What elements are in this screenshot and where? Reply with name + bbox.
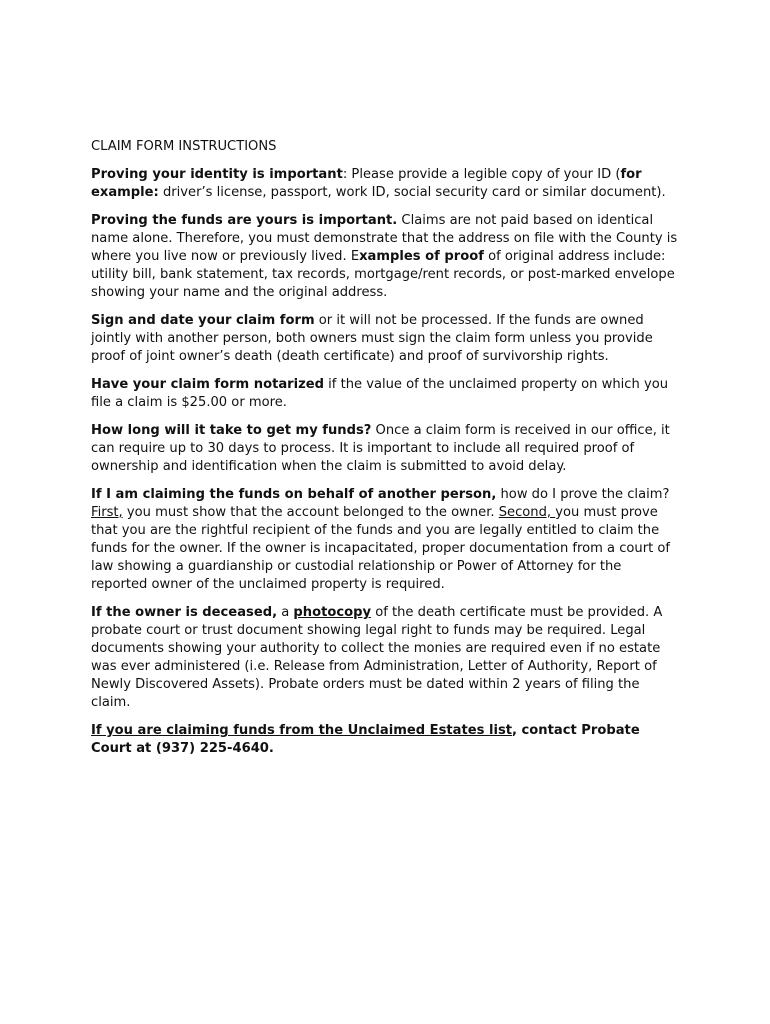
sign-text: or it will not be processed. If the funds are owned jointly with another person, both owners must sign the claim form unless you provide proof of joint owner’s death (death certificate) and proof of survivorship rights.: [91, 313, 653, 364]
howlong-paragraph: [91, 422, 681, 476]
identity-heading: Proving your identity is important: [91, 167, 343, 182]
identity-text-2: driver’s license, passport, work ID, social security card or similar document).: [158, 185, 666, 200]
sign-paragraph: [91, 312, 681, 366]
document-page: [91, 138, 681, 768]
behalf-text-2: you must show that the account belonged to the owner.: [122, 505, 499, 520]
behalf-text-1: how do I prove the claim?: [496, 487, 670, 502]
deceased-text-2: of the death certificate must be provided. A probate court or trust document showing legal right to funds may be required. Legal documents showing your authority to collect the monies are required even if no estate was ever administered (i.e. Release from Administration, Letter of Authority, Report of Newly Discovered Assets). Probate orders must be dated within 2 years of filing the claim.: [91, 605, 663, 710]
identity-text-1: : Please provide a legible copy of your ID (: [342, 167, 621, 182]
page-title: CLAIM FORM INSTRUCTIONS: [91, 139, 277, 154]
behalf-paragraph: [91, 486, 681, 594]
estates-contact-text: , contact Probate Court at (937) 225-4640.: [91, 723, 640, 756]
unclaimed-estates-link[interactable]: If you are claiming funds from the Unclaimed Estates list: [91, 723, 513, 738]
behalf-second-label: Second,: [498, 505, 556, 520]
notarized-heading: Have your claim form notarized: [91, 377, 324, 392]
notarized-text: if the value of the unclaimed property on which you file a claim is $25.00 or more.: [91, 377, 669, 410]
estates-paragraph: [91, 722, 681, 758]
sign-heading: Sign and date your claim form: [91, 313, 315, 328]
identity-example-label: for example:: [91, 167, 642, 200]
funds-text-1: Claims are not paid based on identical name alone. Therefore, you must demonstrate that the address on file with the County is where you live now or previously lived. E: [91, 213, 678, 264]
funds-heading: Proving the funds are yours is important.: [91, 213, 398, 228]
funds-examples-label: xamples of proof: [359, 249, 484, 264]
funds-text-2: of original address include: utility bill, bank statement, tax records, mortgage/rent records, or post-marked envelope showing your name and the original address.: [91, 249, 675, 300]
howlong-heading: How long will it take to get my funds?: [91, 423, 372, 438]
deceased-paragraph: [91, 604, 681, 712]
behalf-heading: If I am claiming the funds on behalf of another person,: [91, 487, 497, 502]
identity-paragraph: [91, 166, 681, 202]
deceased-text-1: a: [277, 605, 294, 620]
funds-paragraph: [91, 212, 681, 302]
photocopy-label: photocopy: [293, 605, 372, 620]
behalf-text-3: you must prove that you are the rightful recipient of the funds and you are legally entitled to claim the funds for the owner. If the owner is incapacitated, proper documentation from a court of law showing a guardianship or custodial relationship or Power of Attorney for the reported owner of the unclaimed property is required.: [91, 505, 671, 592]
deceased-heading: If the owner is deceased,: [91, 605, 278, 620]
behalf-first-label: First,: [91, 505, 123, 520]
notarized-paragraph: [91, 376, 681, 412]
howlong-text: Once a claim form is received in our office, it can require up to 30 days to process. It is important to include all required proof of ownership and identification when the claim is submitted to avoid delay.: [91, 423, 670, 474]
